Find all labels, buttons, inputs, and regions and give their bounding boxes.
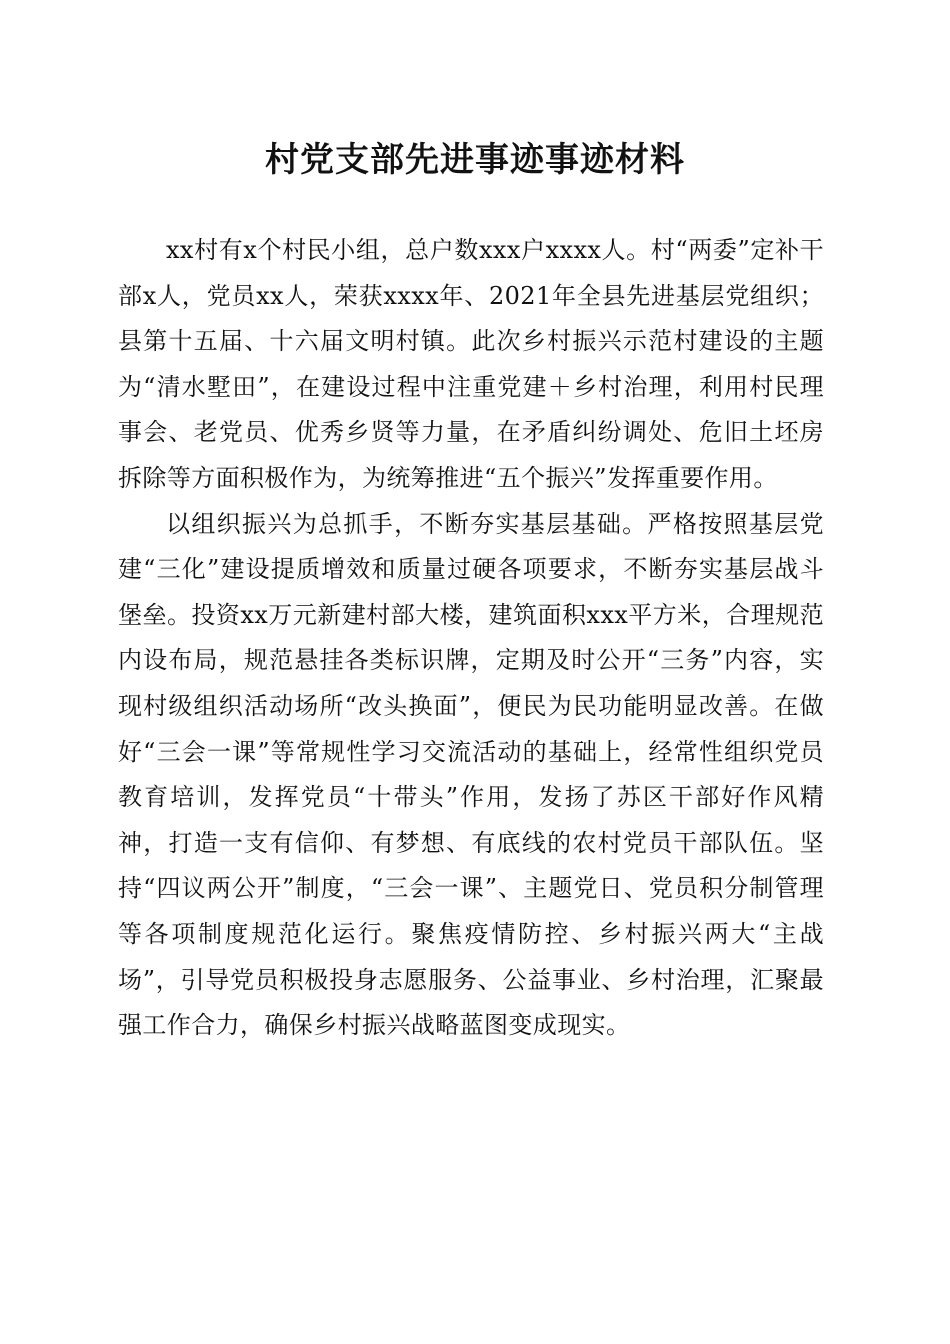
paragraph-2: 以组织振兴为总抓手，不断夯实基层基础。严格按照基层党建“三化”建设提质增效和质量过硬各项要求，不断夯实基层战斗堡垒。投资xx万元新建村部大楼，建筑面积xxx平方米，合理规范内设布局，规范悬挂各类标识牌，定期及时公开“三务”内容，实现村级组织活动场所“改头换面”，便民为民功能明显改善。在做好“三会一课”等常规性学习交流活动的基础上，经常性组织党员教育培训，发挥党员“十带头”作用，发扬了苏区干部好作风精神，打造一支有信仰、有梦想、有底线的农村党员干部队伍。坚持“四议两公开”制度，“三会一课”、主题党日、党员积分制管理等各项制度规范化运行。聚焦疫情防控、乡村振兴两大“主战场”，引导党员积极投身志愿服务、公益事业、乡村治理，汇聚最强工作合力，确保乡村振兴战略蓝图变成现实。 bbox=[118, 509, 824, 1040]
document-title: 村党支部先进事迹事迹材料 bbox=[265, 140, 685, 180]
paragraph-1: xx村有x个村民小组，总户数xxx户xxxx人。村“两委”定补干部x人，党员xx人，荣获xxxx年、2021年全县先进基层党组织；县第十五届、十六届文明村镇。此次乡村振兴示范村建设的主题为“清水墅田”，在建设过程中注重党建＋乡村治理，利用村民理事会、老党员、优秀乡贤等力量，在矛盾纠纷调处、危旧土坯房拆除等方面积极作为，为统筹推进“五个振兴”发挥重要作用。 bbox=[118, 236, 824, 492]
document-body bbox=[118, 228, 824, 1049]
